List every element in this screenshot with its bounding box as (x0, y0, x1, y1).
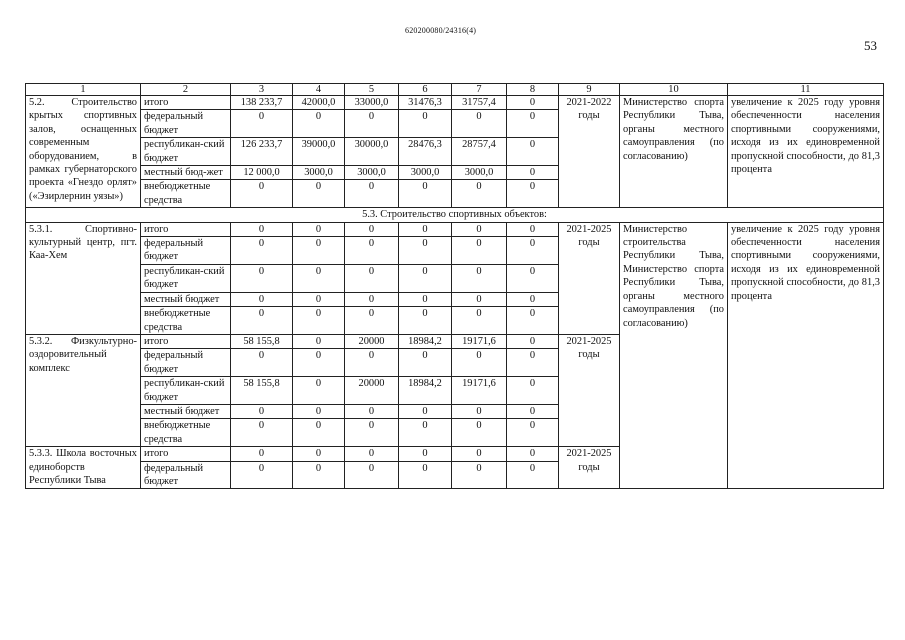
value-year: 0 (293, 419, 345, 447)
value-year: 0 (507, 461, 559, 489)
value-year: 3000,0 (399, 166, 452, 180)
value-total: 58 155,8 (231, 377, 293, 405)
value-year: 0 (507, 138, 559, 166)
value-year: 0 (345, 307, 399, 335)
value-year: 19171,6 (452, 334, 507, 348)
value-year: 0 (507, 96, 559, 110)
funding-source: внебюджетные средства (141, 180, 231, 208)
table-row (26, 222, 884, 236)
value-year: 0 (345, 419, 399, 447)
column-number: 8 (507, 84, 559, 96)
value-year: 0 (293, 292, 345, 306)
value-year: 18984,2 (399, 334, 452, 348)
value-year: 0 (452, 110, 507, 138)
value-year: 0 (507, 292, 559, 306)
value-year: 0 (399, 419, 452, 447)
funding-source: внебюджетные средства (141, 419, 231, 447)
value-year: 0 (399, 349, 452, 377)
value-year: 0 (293, 334, 345, 348)
value-year: 30000,0 (345, 138, 399, 166)
value-year: 0 (345, 292, 399, 306)
value-year: 0 (452, 349, 507, 377)
value-year: 0 (399, 237, 452, 265)
section-title: 5.3. Строительство спортивных объектов: (26, 208, 884, 222)
value-year: 0 (399, 461, 452, 489)
value-total: 0 (231, 447, 293, 461)
funding-source: местный бюд-жет (141, 166, 231, 180)
value-year: 0 (507, 419, 559, 447)
value-year: 18984,2 (399, 377, 452, 405)
value-year: 0 (507, 349, 559, 377)
value-year: 0 (345, 404, 399, 418)
funding-source: республикан-ский бюджет (141, 138, 231, 166)
value-year: 0 (293, 180, 345, 208)
value-total: 138 233,7 (231, 96, 293, 110)
funding-source: федеральный бюджет (141, 237, 231, 265)
period: 2021-2025 годы (559, 222, 620, 334)
value-total: 0 (231, 419, 293, 447)
column-number: 6 (399, 84, 452, 96)
value-total: 0 (231, 237, 293, 265)
column-number: 5 (345, 84, 399, 96)
value-year: 0 (345, 349, 399, 377)
value-year: 0 (293, 404, 345, 418)
value-year: 0 (452, 237, 507, 265)
value-year: 0 (293, 461, 345, 489)
value-total: 0 (231, 110, 293, 138)
value-year: 0 (452, 461, 507, 489)
program-table (25, 83, 884, 489)
value-year: 0 (507, 334, 559, 348)
value-year: 0 (399, 404, 452, 418)
value-year: 0 (507, 110, 559, 138)
value-total: 0 (231, 180, 293, 208)
value-year: 20000 (345, 334, 399, 348)
column-number: 9 (559, 84, 620, 96)
funding-source: итого (141, 447, 231, 461)
funding-source: итого (141, 222, 231, 236)
page-number: 53 (864, 38, 877, 53)
value-year: 33000,0 (345, 96, 399, 110)
value-year: 0 (293, 264, 345, 292)
value-year: 19171,6 (452, 377, 507, 405)
value-total: 0 (231, 461, 293, 489)
column-number: 10 (620, 84, 728, 96)
value-year: 0 (452, 264, 507, 292)
value-year: 0 (507, 447, 559, 461)
value-year: 0 (507, 222, 559, 236)
value-year: 0 (293, 307, 345, 335)
column-number-row (26, 84, 884, 96)
measure-label: 5.3.2. Физкультурно-оздоровительный комплекс (26, 334, 141, 446)
value-year: 3000,0 (293, 166, 345, 180)
value-year: 39000,0 (293, 138, 345, 166)
value-year: 31476,3 (399, 96, 452, 110)
funding-source: местный бюджет (141, 404, 231, 418)
measure-label: 5.3.1. Спортивно-культурный центр, пгт. Каа-Хем (26, 222, 141, 334)
value-year: 0 (507, 237, 559, 265)
table-row (26, 96, 884, 110)
value-total: 0 (231, 307, 293, 335)
document-number: 620200080/24316(4) (405, 26, 477, 35)
value-year: 0 (452, 404, 507, 418)
value-year: 0 (345, 264, 399, 292)
value-year: 0 (507, 377, 559, 405)
value-year: 0 (507, 264, 559, 292)
value-year: 0 (507, 166, 559, 180)
value-year: 0 (399, 307, 452, 335)
value-year: 28476,3 (399, 138, 452, 166)
value-total: 0 (231, 349, 293, 377)
value-year: 0 (399, 222, 452, 236)
value-year: 0 (507, 404, 559, 418)
value-total: 126 233,7 (231, 138, 293, 166)
funding-source: федеральный бюджет (141, 461, 231, 489)
value-year: 0 (452, 180, 507, 208)
value-year: 3000,0 (452, 166, 507, 180)
funding-source: итого (141, 334, 231, 348)
column-number: 11 (728, 84, 884, 96)
value-year: 0 (399, 292, 452, 306)
value-year: 0 (399, 264, 452, 292)
value-total: 58 155,8 (231, 334, 293, 348)
value-year: 0 (452, 447, 507, 461)
value-year: 0 (345, 180, 399, 208)
executor: Министерство строительства Республики Тыва, Министерство спорта Республики Тыва, органы местного самоуправления (по согласованию) (620, 222, 728, 489)
value-year: 42000,0 (293, 96, 345, 110)
value-year: 0 (507, 307, 559, 335)
value-year: 0 (452, 292, 507, 306)
value-year: 0 (399, 110, 452, 138)
value-year: 0 (293, 110, 345, 138)
value-year: 0 (452, 222, 507, 236)
value-year: 0 (507, 180, 559, 208)
value-year: 0 (345, 222, 399, 236)
column-number: 3 (231, 84, 293, 96)
value-year: 0 (293, 237, 345, 265)
value-year: 0 (345, 461, 399, 489)
funding-source: федеральный бюджет (141, 349, 231, 377)
value-year: 3000,0 (345, 166, 399, 180)
value-total: 0 (231, 222, 293, 236)
period: 2021-2025 годы (559, 447, 620, 489)
funding-source: республикан-ский бюджет (141, 377, 231, 405)
value-year: 0 (452, 307, 507, 335)
column-number: 7 (452, 84, 507, 96)
value-total: 0 (231, 264, 293, 292)
expected-result: увеличение к 2025 году уровня обеспеченности населения спортивными сооружениями, исходя из их единовременной пропускной способности, до 81,3 процента (728, 222, 884, 489)
value-year: 0 (399, 180, 452, 208)
value-year: 20000 (345, 377, 399, 405)
value-total: 0 (231, 292, 293, 306)
value-year: 31757,4 (452, 96, 507, 110)
value-total: 0 (231, 404, 293, 418)
executor: Министерство спорта Республики Тыва, органы местного самоуправления (по согласованию) (620, 96, 728, 208)
period: 2021-2022 годы (559, 96, 620, 208)
value-total: 12 000,0 (231, 166, 293, 180)
funding-source: внебюджетные средства (141, 307, 231, 335)
value-year: 0 (293, 447, 345, 461)
period: 2021-2025 годы (559, 334, 620, 446)
value-year: 0 (293, 349, 345, 377)
funding-source: федеральный бюджет (141, 110, 231, 138)
value-year: 0 (452, 419, 507, 447)
funding-source: республикан-ский бюджет (141, 264, 231, 292)
value-year: 0 (293, 222, 345, 236)
value-year: 0 (345, 237, 399, 265)
measure-label: 5.2. Строительство крытых спортивных залов, оснащенных современным оборудованием, в рамках губернаторского проекта «Гнездо орлят» («Эзирлернин уязы») (26, 96, 141, 208)
value-year: 0 (399, 447, 452, 461)
value-year: 0 (293, 377, 345, 405)
value-year: 0 (345, 110, 399, 138)
section-row (26, 208, 884, 222)
value-year: 0 (345, 447, 399, 461)
funding-source: местный бюджет (141, 292, 231, 306)
column-number: 1 (26, 84, 141, 96)
measure-label: 5.3.3. Школа восточных единоборств Республики Тыва (26, 447, 141, 489)
funding-source: итого (141, 96, 231, 110)
value-year: 28757,4 (452, 138, 507, 166)
expected-result: увеличение к 2025 году уровня обеспеченности населения спортивными сооружениями, исходя из их единовременной пропускной способности, до 81,3 процента (728, 96, 884, 208)
column-number: 2 (141, 84, 231, 96)
column-number: 4 (293, 84, 345, 96)
